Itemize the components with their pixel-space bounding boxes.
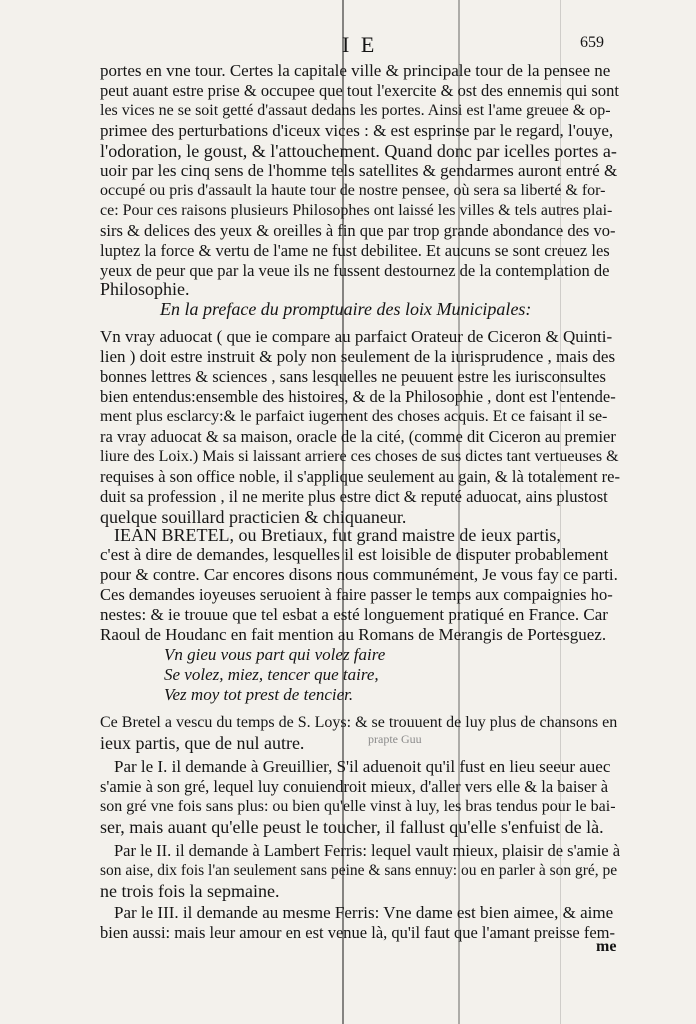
text-line: IEAN BRETEL, ou Bretiaux, fut grand maistre de ieux partis,: [114, 525, 561, 545]
text-line: sirs & delices des yeux & oreilles à fin que par trop grande abondance des vo-: [100, 221, 616, 240]
text-line: yeux de peur que par la veue ils ne fussent destournez de la contemplation de: [100, 261, 610, 280]
running-title: I E: [342, 32, 378, 57]
text-line: quelque souillard practicien & chiquaneur.: [100, 507, 407, 527]
text-line: son gré vne fois sans plus: ou bien qu'elle vinst à luy, les bras tendus pour le bai-: [100, 798, 616, 815]
text-line: Vn vray aduocat ( que ie compare au parfaict Orateur de Ciceron & Quinti-: [100, 327, 613, 346]
verse-line: Vez moy tot prest de tencier.: [164, 685, 354, 704]
text-line: ieux partis, que de nul autre.: [100, 733, 305, 753]
text-line: portes en vne tour. Certes la capitale ville & principale tour de la pensee ne: [100, 61, 611, 80]
text-line: liure des Loix.) Mais si laissant arriere ces choses de sus dictes tant vertueuses &: [100, 448, 619, 465]
text-line: ra vray aduocat & sa maison, oracle de la cité, (comme dit Ciceron au premier: [100, 427, 616, 446]
text-line: Par le II. il demande à Lambert Ferris: lequel vault mieux, plaisir de s'amie à: [114, 841, 621, 860]
text-line: ser, mais auant qu'elle peust le toucher, il fallust qu'elle s'enfuist de là.: [100, 817, 604, 837]
bleed-through-text: prapte Guu: [368, 732, 422, 746]
text-line: peut auant estre prise & occupee que tout l'exercite & ost des ennemis qui sont: [100, 81, 619, 100]
text-line: Par le III. il demande au mesme Ferris: Vne dame est bien aimee, & aime: [114, 903, 614, 922]
text-line: uoir par les cinq sens de l'homme tels satellites & gendarmes auront entré &: [100, 161, 618, 180]
heading-text: En la preface du promptuaire des loix Municipales:: [160, 299, 532, 319]
text-line: bien aussi: mais leur amour en est venue là, qu'il faut que l'amant preisse fem-: [100, 923, 615, 942]
page-number: 659: [580, 34, 604, 51]
text-line: l'odoration, le goust, & l'attouchement. Quand donc par icelles portes a-: [100, 141, 617, 161]
text-line: Par le I. il demande à Greuillier, S'il aduenoit qu'il fust en lieu seeur auec: [114, 757, 611, 776]
text-line: les vices ne se soit getté d'assaut dedans les portes. Ainsi est l'ame greuee & op-: [100, 102, 611, 119]
text-line: luptez la force & vertu de l'ame ne fust debilitee. Et aucuns se sont creuez les: [100, 241, 610, 260]
text-line: bien entendus:ensemble des histoires, & de la Philosophie , dont est l'entende-: [100, 387, 616, 406]
text-line: primee des perturbations d'iceux vices : & est esprinse par le regard, l'ouye,: [100, 121, 614, 140]
text-line: ce: Pour ces raisons plusieurs Philosophes ont laissé les villes & tels autres plai-: [100, 202, 613, 219]
text-line: ment plus esclarcy:& le parfaict iugement des choses acquis. Et ce faisant il se-: [100, 408, 608, 425]
text-line: requises à son office noble, il s'applique seulement au gain, & là totalement re-: [100, 467, 620, 486]
text-line: Ce Bretel a vescu du temps de S. Loys: & se trouuent de luy plus de chansons en: [100, 714, 618, 731]
page-header: [0, 32, 696, 62]
text-line: bonnes lettres & sciences , sans lesquelles ne peuuent estre les iurisconsultes: [100, 367, 606, 386]
catchword: me: [596, 938, 617, 955]
text-line: ne trois fois la sepmaine.: [100, 881, 280, 901]
text-line: Ces demandes ioyeuses seruoient à faire passer le temps aux compaignies ho-: [100, 585, 613, 604]
text-line: s'amie à son gré, lequel luy conuiendroit mieux, d'aller vers elle & la baiser à: [100, 777, 609, 796]
verse-line: Se volez, miez, tencer que taire,: [164, 665, 379, 684]
verse-line: Vn gieu vous part qui volez faire: [164, 645, 386, 664]
text-line: nestes: & ie trouue que tel esbat a esté longuement pratiqué en France. Car: [100, 605, 608, 624]
text-line: duit sa profession , il ne merite plus estre dict & reputé aduocat, ains plustost: [100, 487, 608, 506]
text-line: pour & contre. Car encores disons nous communément, Je vous fay ce parti.: [100, 565, 618, 584]
text-line: lien ) doit estre instruit & poly non seulement de la iurisprudence , mais des: [100, 347, 616, 366]
text-line: son aise, dix fois l'an seulement sans peine & sans ennuy: ou en parler à son gré, pe: [100, 862, 618, 879]
text-line: Philosophie.: [100, 279, 190, 299]
text-line: c'est à dire de demandes, lesquelles il est loisible de disputer probablement: [100, 545, 609, 564]
text-line: Raoul de Houdanc en fait mention au Romans de Merangis de Portesguez.: [100, 625, 607, 644]
text-line: occupé ou pris d'assault la haute tour de nostre pensee, où sera sa liberté & for-: [100, 182, 606, 199]
